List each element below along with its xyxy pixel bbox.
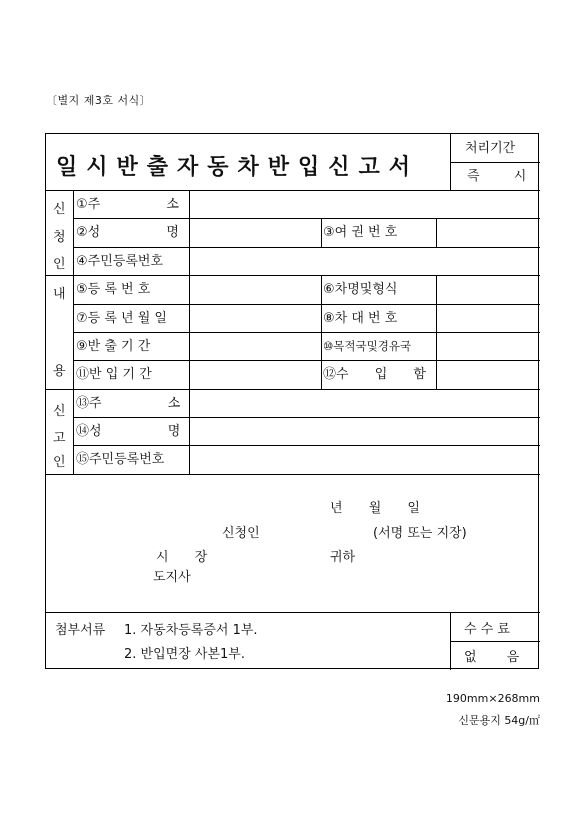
processing-period-label: 처리기간 [465,141,516,156]
applicant-side-1: 신 [53,202,66,217]
attachment-item-2: 2. 반입면장 사본1부. [124,647,245,662]
field-label-reg-no: ⑤등 록 번 호 [76,282,151,297]
applicant-side-3: 인 [53,257,66,272]
field-label-reg-date: ⑦등 록 년 월 일 [76,311,167,326]
declaration-date: 년 월 일 [330,501,420,516]
field-label-name: ②성 명 [76,225,179,240]
reporter-label-address: ⑬주 소 [76,396,181,411]
attachments-label: 첨부서류 [55,623,106,638]
field-label-model: ⑥차명및형식 [323,282,398,297]
reporter-side-2: 고 [53,431,66,446]
attachment-item-1: 1. 자동차등록증서 1부. [124,623,258,638]
applicant-side-2: 청 [53,230,66,245]
form-title: 일시반출자동차반입신고서 [56,155,420,180]
report-form [45,133,539,669]
field-label-destination: ⑩목적국및경유국 [323,339,412,353]
reporter-label-name: ⑭성 명 [76,424,181,439]
field-label-import-type: ⑫수 입 함 [323,367,426,382]
paper-size: 190mm×268mm [445,692,540,705]
processing-period-value: 즉 시 [467,169,527,184]
field-label-passport: ③여 권 번 호 [323,225,398,240]
reporter-side-3: 인 [53,455,66,470]
declaration-to: 귀하 [330,550,356,565]
field-label-import-period: ⑪반 입 기 간 [76,367,152,382]
field-label-export-period: ⑨반 출 기 간 [76,339,151,354]
field-label-address: ①주 소 [76,197,179,212]
content-side-top: 내 [53,287,66,302]
declaration-signature: (서명 또는 지장) [373,526,467,541]
fee-value: 없 음 [464,650,520,665]
paper-type: 신문용지 54g/㎡ [458,714,540,727]
reporter-side-1: 신 [53,404,66,419]
declaration-applicant: 신청인 [222,526,260,541]
content-side-bottom: 용 [53,364,66,379]
reporter-label-rrn: ⑮주민등록번호 [76,452,165,467]
declaration-governor: 도지사 [153,570,191,585]
form-caption: 〔별지 제3호 서식〕 [46,94,152,107]
fee-label: 수 수 료 [464,622,510,637]
field-label-rrn: ④주민등록번호 [76,254,164,269]
declaration-mayor: 시 장 [156,550,208,565]
field-label-chassis: ⑧차 대 번 호 [323,311,398,326]
